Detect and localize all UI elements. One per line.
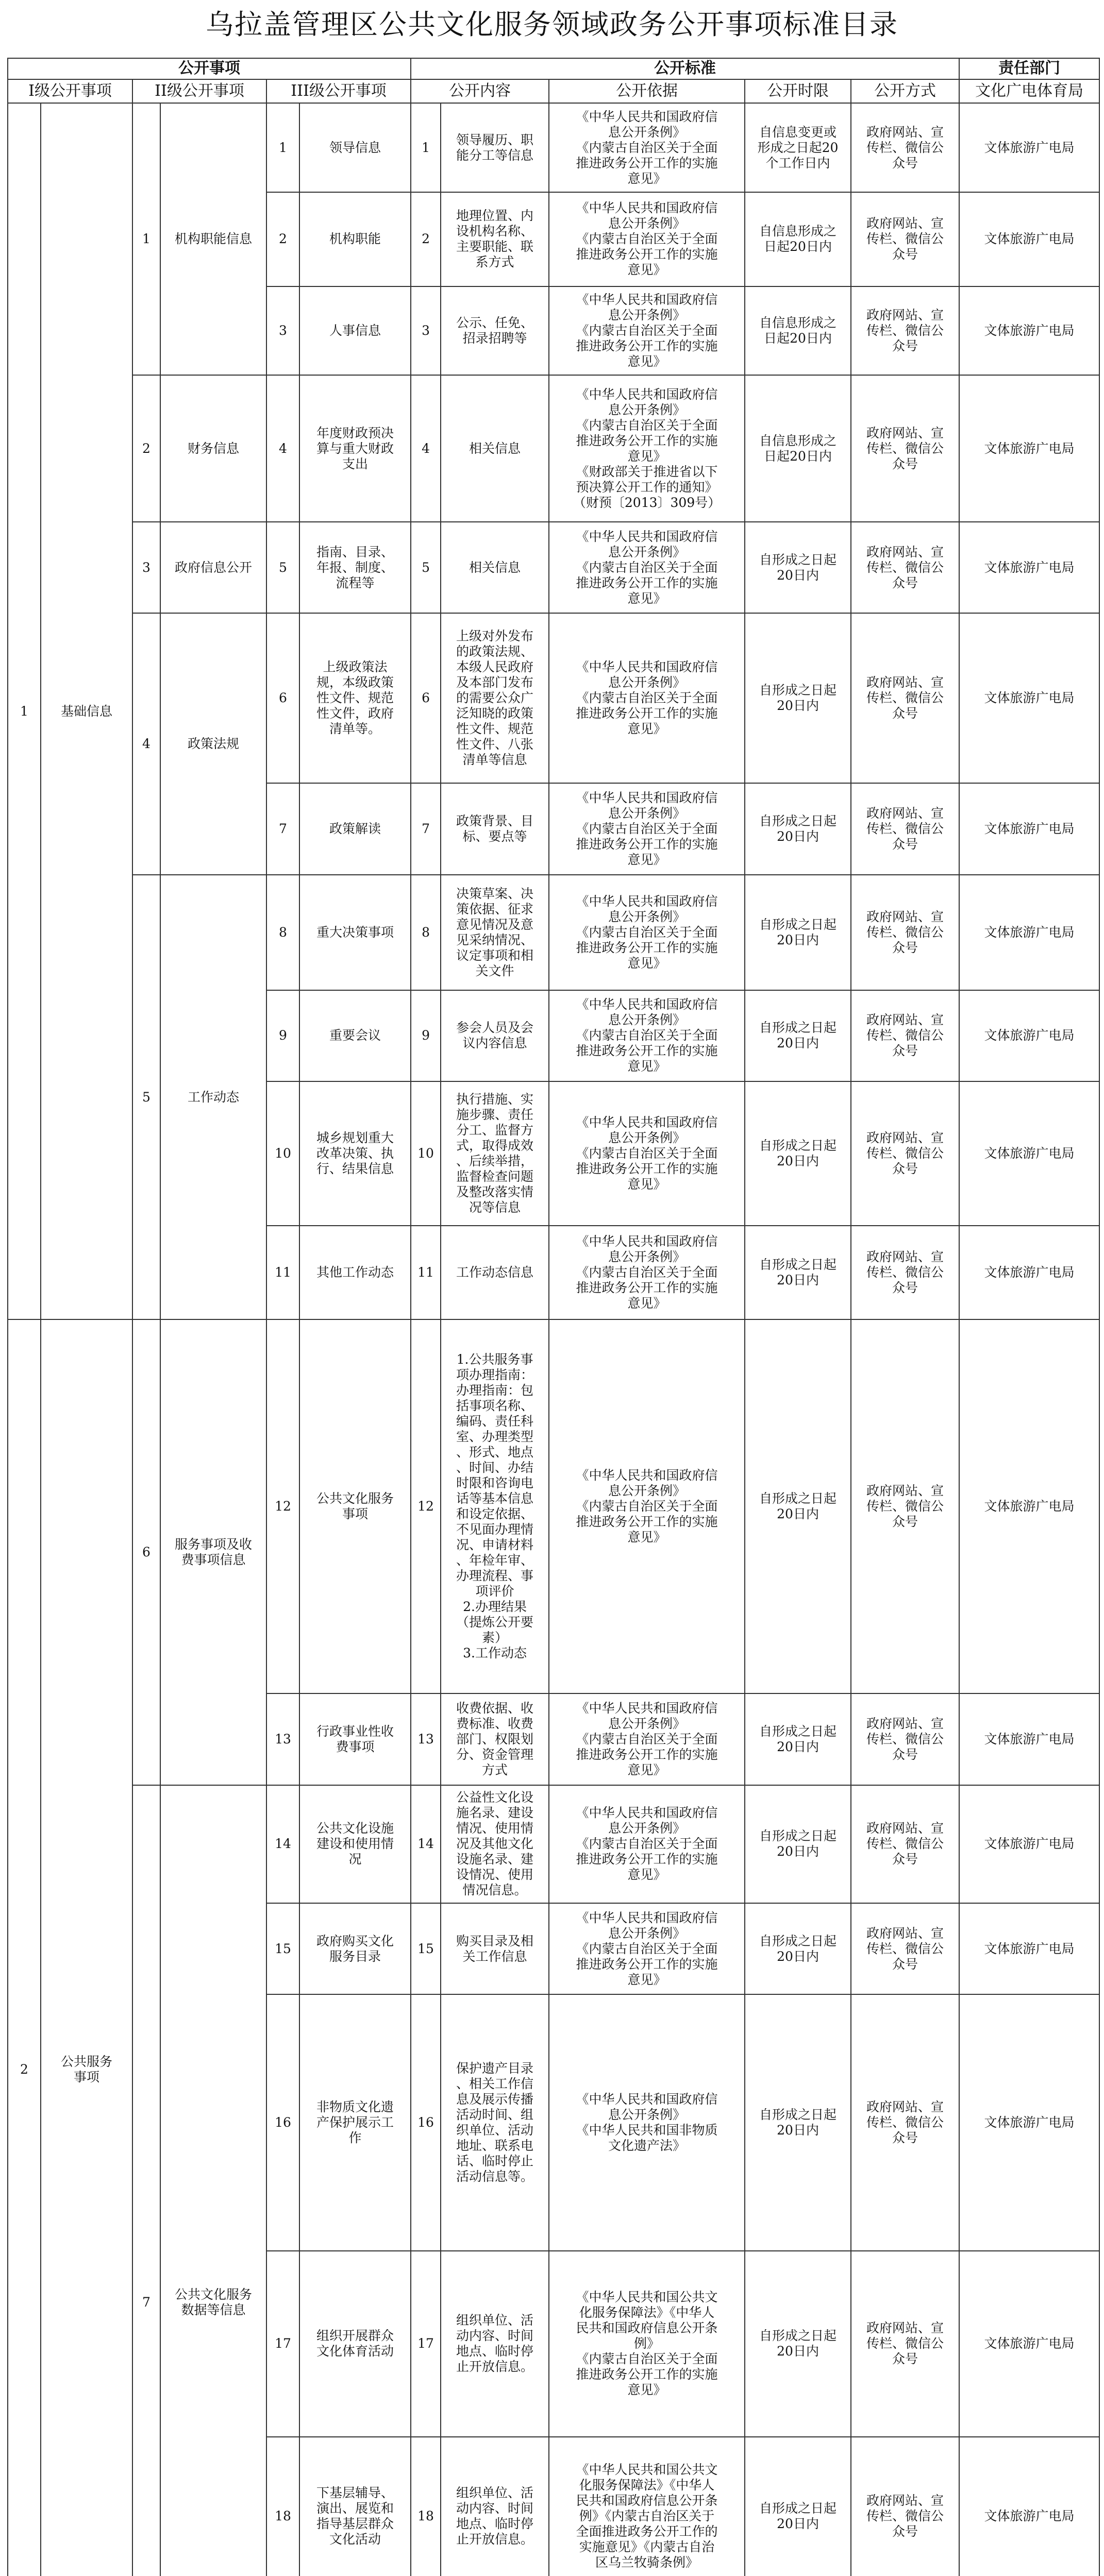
level3-item: 领导信息 <box>299 103 411 192</box>
header-dept: 文化广电体育局 <box>959 79 1099 104</box>
basis-text: 《中华人民共和国政府信 息公开条例》 《内蒙古自治区关于全面 推进政务公开工作的实施 意见》 <box>549 1319 745 1693</box>
publish-method: 政府网站、宣 传栏、微信公 众号 <box>851 522 959 614</box>
level2-name: 财务信息 <box>160 375 266 521</box>
basis-text: 《中华人民共和国政府信 息公开条例》 《内蒙古自治区关于全面 推进政务公开工作的实施 意见》 《财政部关于推进省以下 预决算公开工作的通知》 （财预〔2013〕309号） <box>549 375 745 521</box>
level3-number: 5 <box>266 522 299 614</box>
content-number: 13 <box>411 1693 441 1785</box>
publish-method: 政府网站、宣 传栏、微信公 众号 <box>851 192 959 286</box>
level3-item: 政府购买文化 服务目录 <box>299 1903 411 1995</box>
responsible-dept: 文体旅游广电局 <box>959 875 1099 990</box>
content-text: 相关信息 <box>441 522 549 614</box>
time-limit: 自形成之日起 20日内 <box>745 2437 851 2576</box>
header-level1: I级公开事项 <box>8 79 132 104</box>
level3-item: 其他工作动态 <box>299 1226 411 1320</box>
basis-text: 《中华人民共和国政府信 息公开条例》 《内蒙古自治区关于全面 推进政务公开工作的实施 意见》 <box>549 1081 745 1225</box>
level3-item: 上级政策法 规，本级政策 性文件、规范 性文件，政府 清单等。 <box>299 613 411 783</box>
publish-method: 政府网站、宣 传栏、微信公 众号 <box>851 875 959 990</box>
header-basis: 公开依据 <box>549 79 745 104</box>
content-number: 11 <box>411 1226 441 1320</box>
band-standard: 公开标准 <box>411 58 959 79</box>
publish-method: 政府网站、宣 传栏、微信公 众号 <box>851 1994 959 2251</box>
content-text: 组织单位、活 动内容、时间 地点、临时停 止开放信息。 <box>441 2437 549 2576</box>
time-limit: 自信息变更或 形成之日起20 个工作日内 <box>745 103 851 192</box>
header-method: 公开方式 <box>851 79 959 104</box>
content-text: 领导履历、职 能分工等信息 <box>441 103 549 192</box>
level3-number: 4 <box>266 375 299 521</box>
level3-number: 9 <box>266 990 299 1082</box>
level2-number: 5 <box>132 875 160 1319</box>
content-text: 工作动态信息 <box>441 1226 549 1320</box>
publish-method: 政府网站、宣 传栏、微信公 众号 <box>851 1226 959 1320</box>
content-number: 2 <box>411 192 441 286</box>
time-limit: 自形成之日起 20日内 <box>745 875 851 990</box>
content-text: 购买目录及相 关工作信息 <box>441 1903 549 1995</box>
time-limit: 自信息形成之 日起20日内 <box>745 375 851 521</box>
basis-text: 《中华人民共和国公共文 化服务保障法》《中华人 民共和国政府信息公开条 例》《内蒙古自治区关于 全面推进政务公开工作的 实施意见》《内蒙古自治 区乌兰牧骑条例》 <box>549 2437 745 2576</box>
table-row <box>8 875 1099 990</box>
responsible-dept: 文体旅游广电局 <box>959 192 1099 286</box>
time-limit: 自形成之日起 20日内 <box>745 783 851 875</box>
level3-item: 年度财政预决 算与重大财政 支出 <box>299 375 411 521</box>
publish-method: 政府网站、宣 传栏、微信公 众号 <box>851 1693 959 1785</box>
basis-text: 《中华人民共和国政府信 息公开条例》 《内蒙古自治区关于全面 推进政务公开工作的实施 意见》 <box>549 990 745 1082</box>
content-text: 执行措施、实 施步骤、责任 分工、监督方 式，取得成效 、后续举措， 监督检查问题 及整改落实情 况等信息 <box>441 1081 549 1225</box>
level1-number: 1 <box>8 103 41 1319</box>
level3-number: 14 <box>266 1785 299 1903</box>
responsible-dept: 文体旅游广电局 <box>959 990 1099 1082</box>
level3-item: 下基层辅导、 演出、展览和 指导基层群众 文化活动 <box>299 2437 411 2576</box>
level2-number: 1 <box>132 103 160 375</box>
time-limit: 自形成之日起 20日内 <box>745 1785 851 1903</box>
level2-name: 工作动态 <box>160 875 266 1319</box>
content-number: 16 <box>411 1994 441 2251</box>
time-limit: 自形成之日起 20日内 <box>745 522 851 614</box>
level2-number: 3 <box>132 522 160 614</box>
table-row <box>8 103 1099 192</box>
level3-item: 机构职能 <box>299 192 411 286</box>
level3-number: 12 <box>266 1319 299 1693</box>
level3-number: 7 <box>266 783 299 875</box>
publish-method: 政府网站、宣 传栏、微信公 众号 <box>851 1081 959 1225</box>
content-text: 政策背景、目 标、要点等 <box>441 783 549 875</box>
basis-text: 《中华人民共和国政府信 息公开条例》 《内蒙古自治区关于全面 推进政务公开工作的实施 意见》 <box>549 1693 745 1785</box>
publish-method: 政府网站、宣 传栏、微信公 众号 <box>851 286 959 376</box>
header-content: 公开内容 <box>411 79 549 104</box>
time-limit: 自形成之日起 20日内 <box>745 990 851 1082</box>
level2-name: 机构职能信息 <box>160 103 266 375</box>
basis-text: 《中华人民共和国政府信 息公开条例》 《内蒙古自治区关于全面 推进政务公开工作的实施 意见》 <box>549 1785 745 1903</box>
header-row <box>8 79 1099 104</box>
responsible-dept: 文体旅游广电局 <box>959 783 1099 875</box>
basis-text: 《中华人民共和国政府信 息公开条例》 《内蒙古自治区关于全面 推进政务公开工作的实施 意见》 <box>549 522 745 614</box>
time-limit: 自信息形成之 日起20日内 <box>745 286 851 376</box>
level3-number: 11 <box>266 1226 299 1320</box>
basis-text: 《中华人民共和国政府信 息公开条例》 《内蒙古自治区关于全面 推进政务公开工作的实施 意见》 <box>549 286 745 376</box>
band-items: 公开事项 <box>8 58 411 79</box>
level2-number: 2 <box>132 375 160 521</box>
level3-item: 非物质文化遗 产保护展示工 作 <box>299 1994 411 2251</box>
table-row <box>8 375 1099 521</box>
content-text: 上级对外发布 的政策法规、 本级人民政府 及本部门发布 的需要公众广 泛知晓的政策 性文件、规范 性文件、八张 清单等信息 <box>441 613 549 783</box>
responsible-dept: 文体旅游广电局 <box>959 2437 1099 2576</box>
content-text: 地理位置、内 设机构名称、 主要职能、联 系方式 <box>441 192 549 286</box>
content-text: 相关信息 <box>441 375 549 521</box>
level1-name: 公共服务 事项 <box>41 1319 132 2576</box>
content-number: 12 <box>411 1319 441 1693</box>
publish-method: 政府网站、宣 传栏、微信公 众号 <box>851 1785 959 1903</box>
basis-text: 《中华人民共和国政府信 息公开条例》 《内蒙古自治区关于全面 推进政务公开工作的实施 意见》 <box>549 1226 745 1320</box>
header-level2: II级公开事项 <box>132 79 266 104</box>
publish-method: 政府网站、宣 传栏、微信公 众号 <box>851 2437 959 2576</box>
catalog-table <box>7 58 1100 2576</box>
level3-item: 行政事业性收 费事项 <box>299 1693 411 1785</box>
content-text: 保护遗产目录 、相关工作信 息及展示传播 活动时间、组 织单位、活动 地址、联系电 话、临时停止 活动信息等。 <box>441 1994 549 2251</box>
level3-item: 组织开展群众 文化体育活动 <box>299 2251 411 2437</box>
level3-number: 18 <box>266 2437 299 2576</box>
level2-number: 4 <box>132 613 160 875</box>
content-number: 7 <box>411 783 441 875</box>
basis-text: 《中华人民共和国政府信 息公开条例》 《内蒙古自治区关于全面 推进政务公开工作的实施 意见》 <box>549 103 745 192</box>
responsible-dept: 文体旅游广电局 <box>959 286 1099 376</box>
level2-name: 政府信息公开 <box>160 522 266 614</box>
publish-method: 政府网站、宣 传栏、微信公 众号 <box>851 783 959 875</box>
header-time: 公开时限 <box>745 79 851 104</box>
publish-method: 政府网站、宣 传栏、微信公 众号 <box>851 103 959 192</box>
level3-number: 2 <box>266 192 299 286</box>
level3-number: 6 <box>266 613 299 783</box>
publish-method: 政府网站、宣 传栏、微信公 众号 <box>851 375 959 521</box>
level3-item: 重大决策事项 <box>299 875 411 990</box>
basis-text: 《中华人民共和国政府信 息公开条例》 《中华人民共和国非物质 文化遗产法》 <box>549 1994 745 2251</box>
content-number: 9 <box>411 990 441 1082</box>
responsible-dept: 文体旅游广电局 <box>959 1994 1099 2251</box>
level2-name: 服务事项及收 费事项信息 <box>160 1319 266 1785</box>
content-number: 18 <box>411 2437 441 2576</box>
publish-method: 政府网站、宣 传栏、微信公 众号 <box>851 990 959 1082</box>
level1-name: 基础信息 <box>41 103 132 1319</box>
time-limit: 自信息形成之 日起20日内 <box>745 192 851 286</box>
table-row <box>8 522 1099 614</box>
level3-item: 城乡规划重大 改革决策、执 行、结果信息 <box>299 1081 411 1225</box>
level3-number: 8 <box>266 875 299 990</box>
level3-number: 17 <box>266 2251 299 2437</box>
time-limit: 自形成之日起 20日内 <box>745 1693 851 1785</box>
level3-number: 15 <box>266 1903 299 1995</box>
responsible-dept: 文体旅游广电局 <box>959 1226 1099 1320</box>
content-number: 8 <box>411 875 441 990</box>
header-level3: III级公开事项 <box>266 79 411 104</box>
basis-text: 《中华人民共和国政府信 息公开条例》 《内蒙古自治区关于全面 推进政务公开工作的实施 意见》 <box>549 192 745 286</box>
band-dept: 责任部门 <box>959 58 1099 79</box>
level2-name: 公共文化服务 数据等信息 <box>160 1785 266 2576</box>
content-text: 参会人员及会 议内容信息 <box>441 990 549 1082</box>
responsible-dept: 文体旅游广电局 <box>959 1903 1099 1995</box>
time-limit: 自形成之日起 20日内 <box>745 2251 851 2437</box>
responsible-dept: 文体旅游广电局 <box>959 1319 1099 1693</box>
responsible-dept: 文体旅游广电局 <box>959 1785 1099 1903</box>
time-limit: 自形成之日起 20日内 <box>745 1081 851 1225</box>
time-limit: 自形成之日起 20日内 <box>745 1994 851 2251</box>
time-limit: 自形成之日起 20日内 <box>745 1903 851 1995</box>
level3-item: 重要会议 <box>299 990 411 1082</box>
publish-method: 政府网站、宣 传栏、微信公 众号 <box>851 1903 959 1995</box>
responsible-dept: 文体旅游广电局 <box>959 613 1099 783</box>
level3-item: 指南、目录、 年报、制度、 流程等 <box>299 522 411 614</box>
content-number: 15 <box>411 1903 441 1995</box>
content-number: 5 <box>411 522 441 614</box>
page-title: 乌拉盖管理区公共文化服务领域政务公开事项标准目录 <box>206 8 898 41</box>
level3-item: 公共文化设施 建设和使用情 况 <box>299 1785 411 1903</box>
level3-number: 16 <box>266 1994 299 2251</box>
content-number: 14 <box>411 1785 441 1903</box>
content-text: 公示、任免、 招录招聘等 <box>441 286 549 376</box>
responsible-dept: 文体旅游广电局 <box>959 1081 1099 1225</box>
responsible-dept: 文体旅游广电局 <box>959 522 1099 614</box>
basis-text: 《中华人民共和国公共文 化服务保障法》《中华人 民共和国政府信息公开条 例》 《内蒙古自治区关于全面 推进政务公开工作的实施 意见》 <box>549 2251 745 2437</box>
content-text: 1.公共服务事 项办理指南： 办理指南：包 括事项名称、 编码、责任科 室、办理类型 、形式、地点 、时间、办结 时限和咨询电 话等基本信息 和设定依据、 不见面办理情 况、申请材料 、年检年审、 办理流程、事 项评价 2.办理结果 （提炼公开要 素） 3.工作动态 <box>441 1319 549 1693</box>
band-row <box>8 58 1099 79</box>
level3-item: 公共文化服务 事项 <box>299 1319 411 1693</box>
responsible-dept: 文体旅游广电局 <box>959 1693 1099 1785</box>
level3-number: 1 <box>266 103 299 192</box>
level1-number: 2 <box>8 1319 41 2576</box>
level3-item: 人事信息 <box>299 286 411 376</box>
responsible-dept: 文体旅游广电局 <box>959 2251 1099 2437</box>
basis-text: 《中华人民共和国政府信 息公开条例》 《内蒙古自治区关于全面 推进政务公开工作的实施 意见》 <box>549 875 745 990</box>
content-text: 决策草案、决 策依据、征求 意见情况及意 见采纳情况、 议定事项和相 关文件 <box>441 875 549 990</box>
content-number: 17 <box>411 2251 441 2437</box>
table-row <box>8 1319 1099 1693</box>
publish-method: 政府网站、宣 传栏、微信公 众号 <box>851 1319 959 1693</box>
level3-number: 10 <box>266 1081 299 1225</box>
publish-method: 政府网站、宣 传栏、微信公 众号 <box>851 2251 959 2437</box>
responsible-dept: 文体旅游广电局 <box>959 375 1099 521</box>
table-row <box>8 613 1099 783</box>
level2-number: 6 <box>132 1319 160 1785</box>
basis-text: 《中华人民共和国政府信 息公开条例》 《内蒙古自治区关于全面 推进政务公开工作的实施 意见》 <box>549 613 745 783</box>
content-number: 10 <box>411 1081 441 1225</box>
level3-number: 3 <box>266 286 299 376</box>
level3-number: 13 <box>266 1693 299 1785</box>
content-number: 4 <box>411 375 441 521</box>
content-text: 收费依据、收 费标准、收费 部门、权限划 分、资金管理 方式 <box>441 1693 549 1785</box>
level2-name: 政策法规 <box>160 613 266 875</box>
level3-item: 政策解读 <box>299 783 411 875</box>
responsible-dept: 文体旅游广电局 <box>959 103 1099 192</box>
publish-method: 政府网站、宣 传栏、微信公 众号 <box>851 613 959 783</box>
content-number: 3 <box>411 286 441 376</box>
table-row <box>8 1785 1099 1903</box>
time-limit: 自形成之日起 20日内 <box>745 613 851 783</box>
basis-text: 《中华人民共和国政府信 息公开条例》 《内蒙古自治区关于全面 推进政务公开工作的实施 意见》 <box>549 1903 745 1995</box>
content-number: 6 <box>411 613 441 783</box>
content-number: 1 <box>411 103 441 192</box>
time-limit: 自形成之日起 20日内 <box>745 1226 851 1320</box>
level2-number: 7 <box>132 1785 160 2576</box>
content-text: 组织单位、活 动内容、时间 地点、临时停 止开放信息。 <box>441 2251 549 2437</box>
content-text: 公益性文化设 施名录、建设 情况、使用情 况及其他文化 设施名录、建 设情况、使用 情况信息。 <box>441 1785 549 1903</box>
basis-text: 《中华人民共和国政府信 息公开条例》 《内蒙古自治区关于全面 推进政务公开工作的实施 意见》 <box>549 783 745 875</box>
time-limit: 自形成之日起 20日内 <box>745 1319 851 1693</box>
